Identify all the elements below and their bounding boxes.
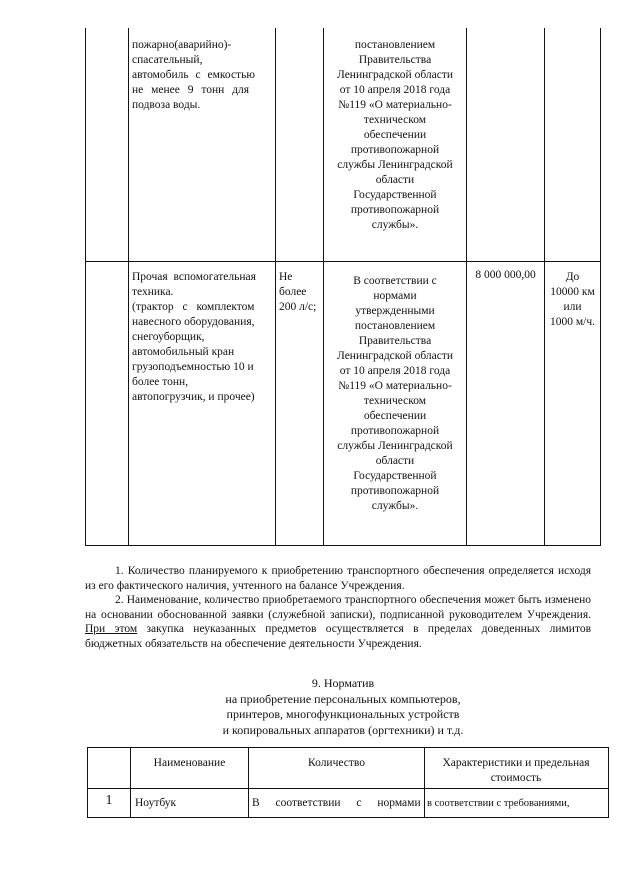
norm-basis-cell: постановлением Правительства Ленинградской области от 10 апреля 2018 года №119 «О материально- техническом обеспечении противопожарной службы Ленинградской области Государственной противопожарной службы». <box>336 39 454 231</box>
table-border <box>85 261 601 262</box>
row-number: 1 <box>105 793 113 808</box>
table-border <box>85 28 86 546</box>
table-border <box>87 747 608 748</box>
section-title: 9. Норматив на приобретение персональных компьютеров, принтеров, многофункциональных устройств и копировальных аппаратов (оргтехники) и т.д. <box>85 676 601 738</box>
vehicle-name-cell: Прочая вспомогательная техника. (трактор с комплектом навесного оборудования, снегоуборщик, автомобильный кран грузоподъемностью 10 и более тонн, автопогрузчик, и прочее) <box>132 271 256 403</box>
column-header-name: Наименование <box>153 757 226 769</box>
table-border <box>87 817 608 818</box>
column-header-specs: Характеристики и предельная стоимость <box>442 757 590 784</box>
price-cell: 8 000 000,00 <box>475 269 536 281</box>
table-border <box>424 747 425 818</box>
table-border <box>87 788 608 789</box>
item-quantity: В соответствии с нормами <box>252 797 421 809</box>
vehicle-name-cell: пожарно(аварийно)- спасательный, автомобиль с емкостью не менее 9 тонн для подвоза воды. <box>132 39 255 111</box>
note-1: 1. Количество планируемого к приобретению транспортного обеспечения определяется исходя из его фактического наличия, учтенного на балансе Учреждения. <box>85 565 591 592</box>
engine-power-cell: Не более 200 л/с; <box>279 271 317 313</box>
table-border <box>466 28 467 546</box>
norm-basis-cell: В соответствии с нормами утвержденными постановлением Правительства Ленинградской области от 10 апреля 2018 года №119 «О материально- техническом обеспечении противопожарной службы Ленинградской области Государственной противопожарной службы». <box>336 275 454 512</box>
section-number-title: 9. Норматив <box>311 676 375 690</box>
note-2: 2. Наименование, количество приобретаемого транспортного обеспечения может быть изменено на основании обоснованной заявки (служебной записки), подписанной руководителем Учреждения. При этом закупка неуказанных предметов осуществляется в пределах доведенных лимитов бюджетных обязательств на обеспечение деятельности Учреждения. <box>85 594 592 650</box>
table-border <box>275 28 276 546</box>
limit-cell: До 10000 км или 1000 м/ч. <box>549 271 595 328</box>
table-border <box>600 28 601 546</box>
item-name: Ноутбук <box>135 797 177 809</box>
table-border <box>608 747 609 818</box>
table-border <box>128 28 129 546</box>
table-border <box>85 545 601 546</box>
column-header-quantity: Количество <box>308 757 365 769</box>
table-border <box>323 28 324 546</box>
item-specs: в соответствии с требованиями, <box>427 798 570 809</box>
